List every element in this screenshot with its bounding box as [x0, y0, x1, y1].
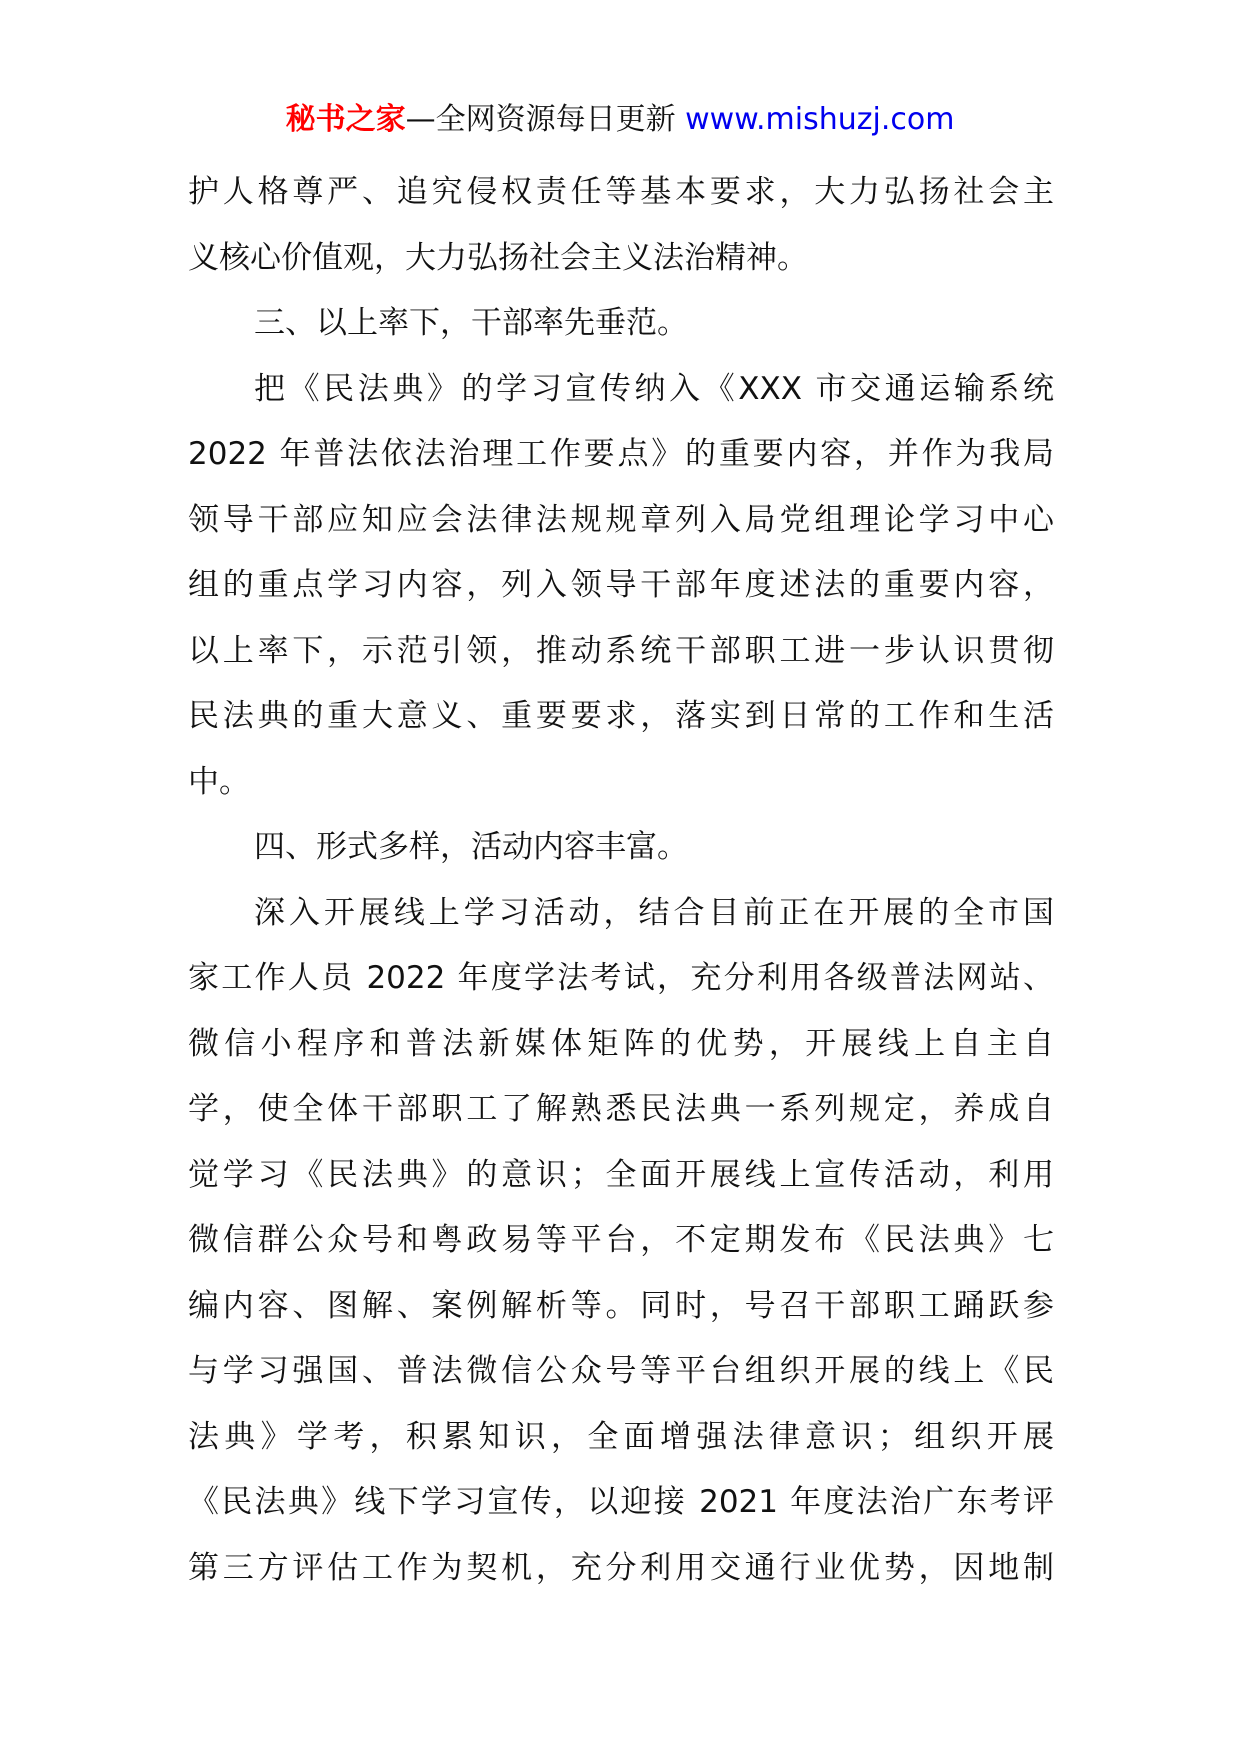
text-line: 护人格尊严、追究侵权责任等基本要求，大力弘扬社会主 [188, 174, 1054, 210]
text-line: 三、以上率下，干部率先垂范。 [254, 305, 688, 341]
text-line: 第三方评估工作为契机，充分利用交通行业优势，因地制 [188, 1549, 1054, 1586]
text-line: 领导干部应知应会法律法规规章列入局党组理论学习中心 [188, 501, 1054, 538]
text-line: 编内容、图解、案例解析等。同时，号召干部职工踊跃参 [188, 1287, 1054, 1324]
site-header [0, 100, 1240, 140]
text-line: 民法典的重大意义、重要要求，落实到日常的工作和生活 [188, 698, 1054, 734]
text-line: 2022 年普法依法治理工作要点》的重要内容，并作为我局 [188, 436, 1054, 472]
site-url-link[interactable]: www.mishuzj.com [685, 102, 955, 137]
text-line: 《民法典》线下学习宣传，以迎接 2021 年度法治广东考评 [188, 1484, 1054, 1520]
text-line: 深入开展线上学习活动，结合目前正在开展的全市国 [254, 894, 1054, 931]
text-line: 学，使全体干部职工了解熟悉民法典一系列规定，养成自 [188, 1091, 1054, 1127]
text-line: 以上率下，示范引领，推动系统干部职工进一步认识贯彻 [188, 632, 1054, 669]
text-line: 四、形式多样，活动内容丰富。 [254, 829, 688, 865]
text-line: 组的重点学习内容，列入领导干部年度述法的重要内容， [188, 567, 1054, 603]
text-line: 微信群公众号和粤政易等平台，不定期发布《民法典》七 [188, 1222, 1054, 1258]
site-brand: 秘书之家 [285, 102, 406, 137]
site-tagline: —全网资源每日更新 [405, 102, 676, 137]
text-line: 法典》学考，积累知识，全面增强法律意识；组织开展 [188, 1418, 1054, 1455]
text-line: 微信小程序和普法新媒体矩阵的优势，开展线上自主自 [188, 1025, 1054, 1062]
text-line: 与学习强国、普法微信公众号等平台组织开展的线上《民 [188, 1353, 1054, 1389]
text-line: 觉学习《民法典》的意识；全面开展线上宣传活动，利用 [188, 1156, 1054, 1193]
text-line: 家工作人员 2022 年度学法考试，充分利用各级普法网站、 [188, 960, 1054, 996]
document-body [188, 160, 1054, 1601]
text-line: 中。 [188, 763, 250, 800]
text-line: 把《民法典》的学习宣传纳入《XXX 市交通运输系统 [254, 370, 1054, 407]
text-line: 义核心价值观，大力弘扬社会主义法治精神。 [188, 239, 808, 276]
